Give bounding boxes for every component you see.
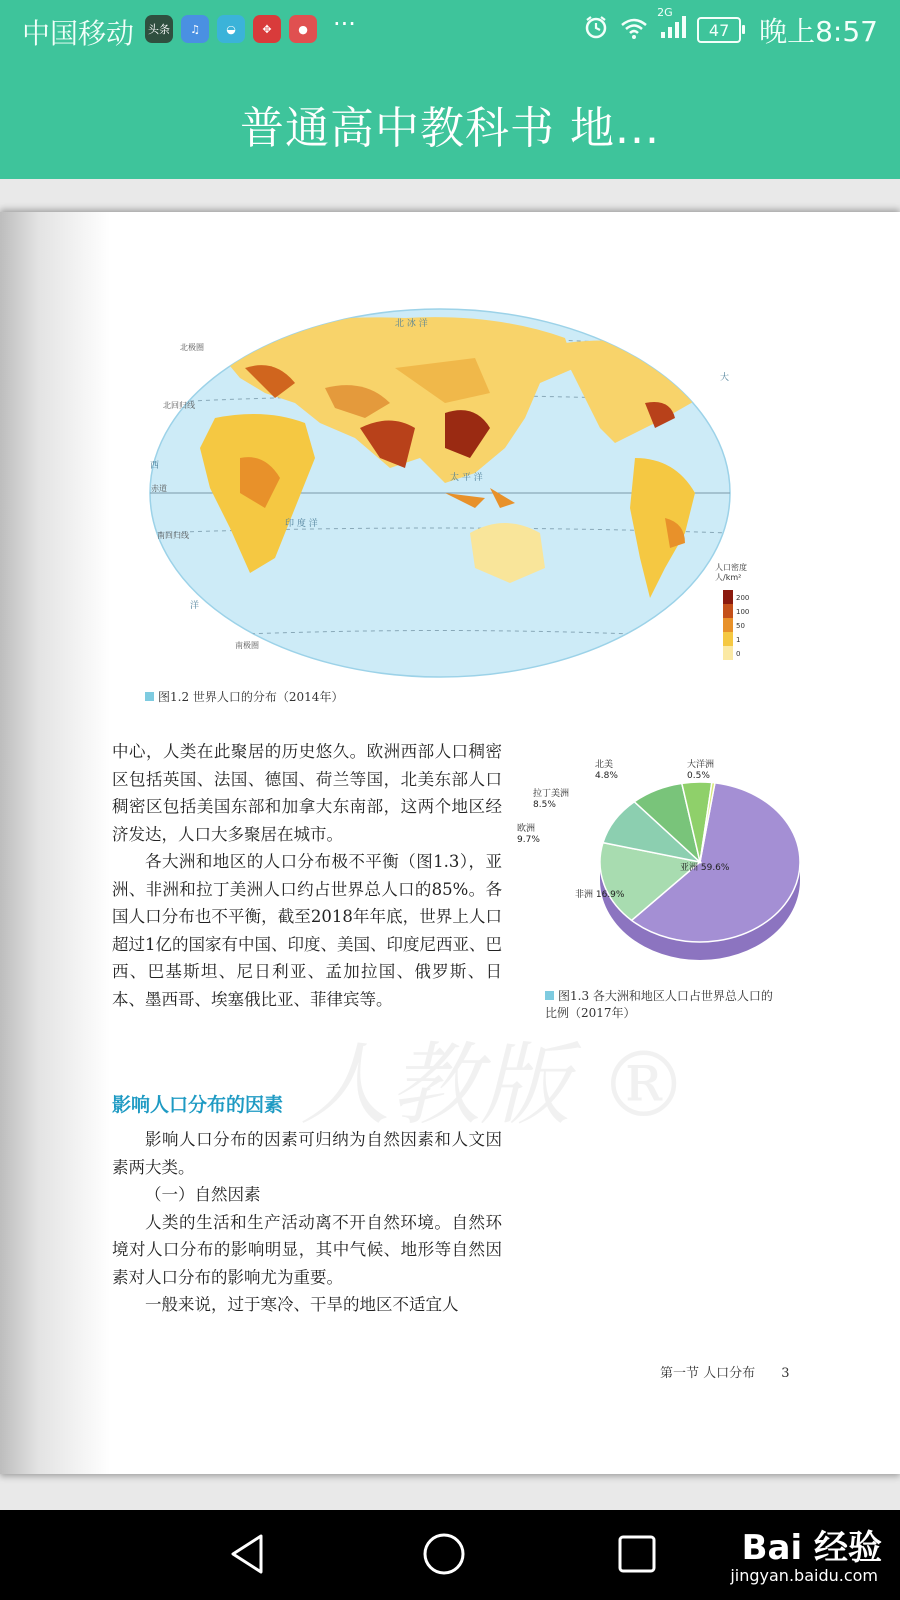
legend-label: 1 bbox=[736, 636, 741, 644]
legend-swatch bbox=[723, 590, 733, 604]
pie-value-label: 0.5% bbox=[687, 771, 710, 781]
legend-swatch bbox=[723, 632, 733, 646]
density-legend bbox=[715, 562, 749, 660]
legend-swatch bbox=[723, 646, 733, 660]
arctic-circle-label: 北极圈 bbox=[180, 343, 204, 352]
pie-category-label: 北美 bbox=[595, 760, 614, 770]
paragraph-4: 人类的生活和生产活动离不开自然环境。自然环境对人口分布的影响明显，其中气候、地形等自然因素对人口分布的影响尤为重要。 bbox=[112, 1212, 502, 1287]
antarctic-circle-label: 南极圈 bbox=[235, 641, 259, 650]
page-title: 普通高中教科书 地... bbox=[240, 103, 660, 154]
paragraph-2: 各大洲和地区的人口分布极不平衡（图1.3），亚洲、非洲和拉丁美洲人口约占世界总人口的85%。各国人口分布也不平衡，截至2018年年底，世界上人口超过1亿的国家有中国、印度、美国、印度尼西亚、巴西、巴基斯坦、尼日利亚、孟加拉国、俄罗斯、日本、墨西哥、埃塞俄比亚、菲律宾等。 bbox=[112, 852, 502, 1009]
pie-value-label: 亚洲 59.6% bbox=[680, 863, 730, 873]
pie-value-label: 9.7% bbox=[517, 835, 540, 845]
video-app-icon: ● bbox=[289, 15, 317, 43]
alarm-icon bbox=[583, 14, 609, 47]
pacific-ocean-label: 太 平 洋 bbox=[450, 473, 483, 483]
footer-section: 第一节 人口分布 bbox=[660, 1366, 756, 1381]
pie-category-label: 大洋洲 bbox=[687, 760, 715, 770]
legend-unit: 人/km² bbox=[715, 573, 742, 582]
toutiao-app-icon: 头条 bbox=[145, 15, 173, 43]
clock: 晚上8:57 bbox=[759, 15, 878, 48]
pie-caption-line2: 比例（2017年） bbox=[545, 1006, 636, 1020]
west-label: 西 bbox=[150, 461, 160, 471]
section-heading: 影响人口分布的因素 bbox=[112, 1094, 284, 1116]
top-bar bbox=[0, 0, 900, 179]
tropic-cancer-label: 北回归线 bbox=[163, 401, 195, 410]
paragraph-5: 一般来说，过于寒冷、干旱的地区不适宜人 bbox=[145, 1295, 459, 1314]
legend-swatch bbox=[723, 604, 733, 618]
baidu-jingyan-logo: Bai 经验 bbox=[741, 1528, 882, 1568]
legend-label: 0 bbox=[736, 650, 741, 658]
baidu-jingyan-url: jingyan.baidu.com bbox=[730, 1566, 878, 1585]
pie-category-label: 欧洲 bbox=[517, 824, 536, 834]
paragraph-3: 影响人口分布的因素可归纳为自然因素和人文因素两大类。 bbox=[112, 1130, 502, 1177]
ocean-mark-label: 洋 bbox=[190, 601, 200, 611]
status-bar bbox=[0, 0, 900, 64]
battery-icon: 47 bbox=[697, 17, 741, 43]
network-type: 2G bbox=[657, 5, 673, 19]
legend-label: 200 bbox=[736, 594, 750, 602]
text-column-2 bbox=[112, 1126, 502, 1319]
signal-icon bbox=[657, 5, 687, 47]
pie-caption-line1: 图1.3 各大洲和地区人口占世界总人口的 bbox=[558, 989, 773, 1003]
paragraph-1: 中心，人类在此聚居的历史悠久。欧洲西部人口稠密区包括英国、法国、德国、荷兰等国，北美东部人口稠密区包括美国东部和加拿大东南部，这两个地区经济发达，人口大多聚居在城市。 bbox=[112, 742, 502, 844]
page-curl-shadow bbox=[0, 212, 110, 1474]
page-footer bbox=[660, 1362, 790, 1381]
recent-apps-button[interactable] bbox=[615, 1530, 659, 1582]
map-caption bbox=[145, 688, 343, 705]
grid-app-icon: ✥ bbox=[253, 15, 281, 43]
legend-label: 50 bbox=[736, 622, 745, 630]
caption-marker bbox=[145, 692, 154, 701]
map-caption-text: 图1.2 世界人口的分布（2014年） bbox=[158, 690, 344, 704]
page-number: 3 bbox=[781, 1366, 790, 1381]
text-column bbox=[112, 738, 502, 1013]
legend-title: 人口密度 bbox=[715, 563, 747, 572]
status-right bbox=[583, 5, 878, 50]
music-app-icon: ♫ bbox=[181, 15, 209, 43]
wifi-icon bbox=[619, 14, 649, 47]
arctic-ocean-label: 北 冰 洋 bbox=[395, 319, 428, 329]
home-button[interactable] bbox=[420, 1530, 468, 1582]
browser-app-icon: ◒ bbox=[217, 15, 245, 43]
pie-value-label: 非洲 16.9% bbox=[575, 890, 625, 900]
continent-population-pie bbox=[515, 752, 805, 992]
carrier-label: 中国移动 bbox=[22, 17, 135, 50]
pie-caption-marker bbox=[545, 991, 554, 1000]
subheading: （一）自然因素 bbox=[145, 1185, 261, 1204]
publisher-watermark: 人教版 ® bbox=[300, 1033, 689, 1138]
world-population-map bbox=[145, 308, 750, 678]
equator-label: 赤道 bbox=[151, 484, 167, 493]
pie-value-label: 8.5% bbox=[533, 800, 556, 810]
legend-label: 100 bbox=[736, 608, 750, 616]
more-notifications-icon: ··· bbox=[333, 10, 356, 38]
book-page[interactable] bbox=[0, 212, 900, 1474]
navigation-bar bbox=[0, 1510, 900, 1600]
pie-category-label: 拉丁美洲 bbox=[533, 789, 570, 799]
notification-icons bbox=[145, 15, 317, 43]
pie-value-label: 4.8% bbox=[595, 771, 618, 781]
tropic-capricorn-label: 南回归线 bbox=[157, 531, 189, 540]
legend-swatch bbox=[723, 618, 733, 632]
indian-ocean-label: 印 度 洋 bbox=[285, 519, 318, 529]
atlantic-label: 大 bbox=[720, 373, 730, 383]
back-button[interactable] bbox=[225, 1530, 269, 1582]
